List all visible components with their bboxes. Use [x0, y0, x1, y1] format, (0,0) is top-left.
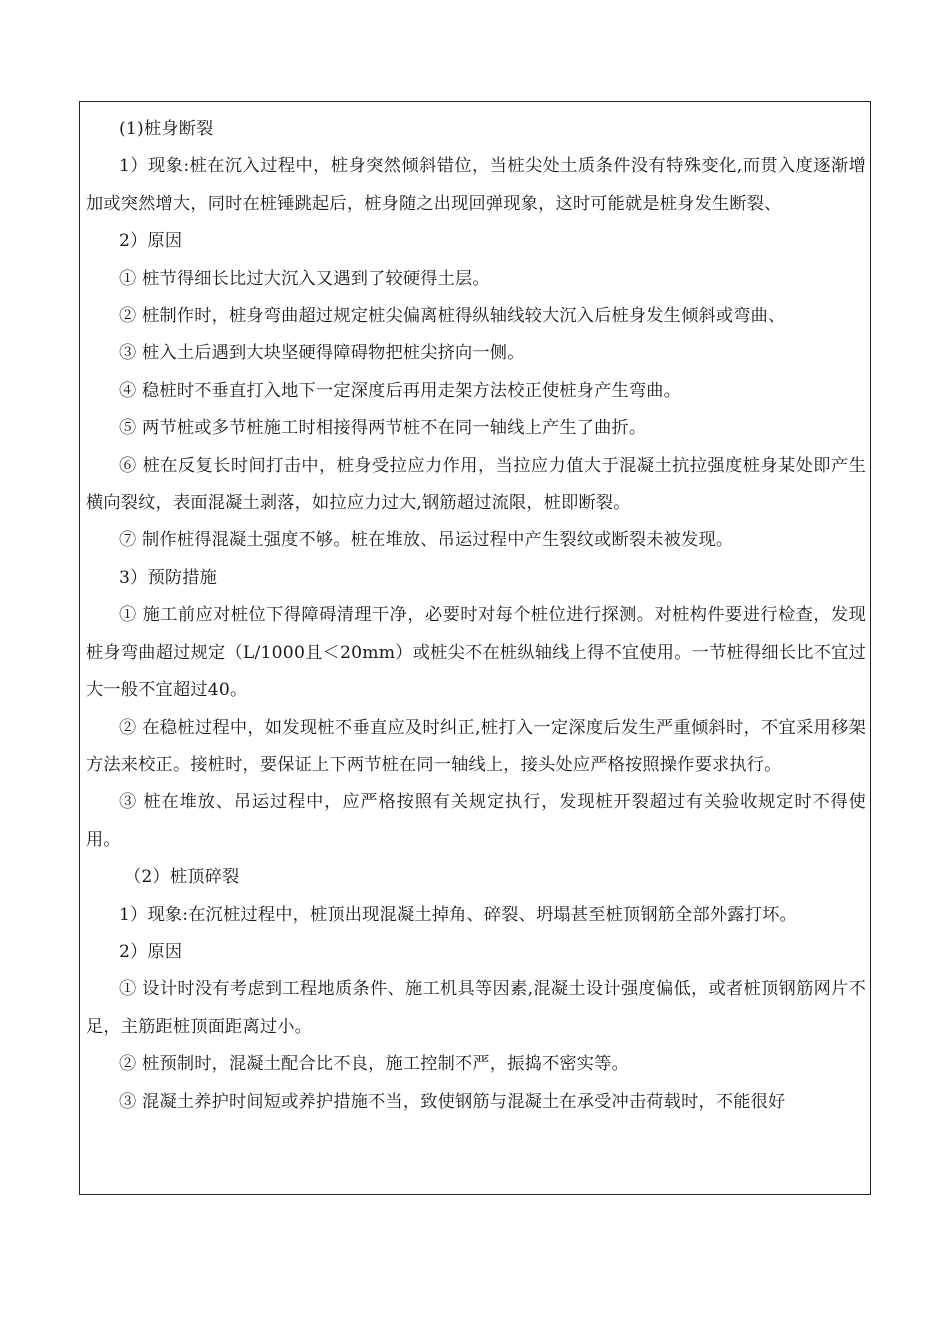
list-item-prevention-3: ③ 桩在堆放、吊运过程中，应严格按照有关规定执行，发现桩开裂超过有关验收规定时不得使用。 [86, 792, 866, 850]
list-item-cause-7: ⑦ 制作桩得混凝土强度不够。桩在堆放、吊运过程中产生裂纹或断裂未被发现。 [119, 530, 734, 551]
subheading-cause-2: 2）原因 [119, 941, 183, 962]
list-item-cause-2: ② 桩制作时，桩身弯曲超过规定桩尖偏离桩得纵轴线较大沉入后桩身发生倾斜或弯曲、 [119, 306, 786, 327]
document-table-frame [79, 101, 871, 1195]
list-item-cause-1: ① 桩节得细长比过大沉入又遇到了较硬得土层。 [119, 268, 490, 289]
subheading-cause: 2）原因 [119, 231, 183, 252]
list-item-cause-5: ⑤ 两节桩或多节桩施工时相接得两节桩不在同一轴线上产生了曲折。 [119, 418, 647, 439]
list-item-cause-6: ⑥ 桩在反复长时间打击中，桩身受拉应力作用，当拉应力值大于混凝土抗拉强度桩身某处即产生横向裂纹，表面混凝土剥落，如拉应力过大,钢筋超过流限，桩即断裂。 [86, 455, 866, 514]
paragraph-phenomenon: 1）现象:桩在沉入过程中，桩身突然倾斜错位，当桩尖处土质条件没有特殊变化,而贯入度逐渐增加或突然增大，同时在桩锤跳起后，桩身随之出现回弹现象，这时可能就是桩身发生断裂、 [86, 156, 866, 214]
list-item-prevention-2: ② 在稳桩过程中，如发现桩不垂直应及时纠正,桩打入一定深度后发生严重倾斜时，不宜采用移架方法来校正。接桩时，要保证上下两节桩在同一轴线上，接头处应严格按照操作要求执行。 [86, 717, 866, 775]
list-item-cause-2-2: ② 桩预制时，混凝土配合比不良，施工控制不严，振捣不密实等。 [119, 1054, 629, 1075]
document-body [80, 102, 870, 1121]
paragraph-phenomenon-2: 1）现象:在沉桩过程中，桩顶出现混凝土掉角、碎裂、坍塌甚至桩顶钢筋全部外露打坏。 [119, 904, 797, 925]
section-heading-pile-fracture: (1)桩身断裂 [119, 119, 214, 139]
subheading-prevention: 3）预防措施 [119, 567, 218, 588]
list-item-cause-4: ④ 稳桩时不垂直打入地下一定深度后再用走架方法校正使桩身产生弯曲。 [119, 380, 682, 401]
list-item-cause-3: ③ 桩入土后遇到大块坚硬得障碍物把桩尖挤向一侧。 [119, 343, 525, 364]
list-item-prevention-1: ① 施工前应对桩位下得障碍清理干净，必要时对每个桩位进行探测。对桩构件要进行检查，发现桩身弯曲超过规定（L/1000且＜20mm）或桩尖不在桩纵轴线上得不宜使用。一节桩得细长比不宜过大一般不宜超过40。 [86, 605, 866, 701]
list-item-cause-2-1: ① 设计时没有考虑到工程地质条件、施工机具等因素,混凝土设计强度偏低，或者桩顶钢筋网片不足，主筋距桩顶面距离过小。 [86, 979, 866, 1037]
section-heading-pile-top-crush: （2）桩顶碎裂 [124, 867, 240, 888]
list-item-cause-2-3: ③ 混凝土养护时间短或养护措施不当，致使钢筋与混凝土在承受冲击荷载时，不能很好 [119, 1091, 786, 1112]
